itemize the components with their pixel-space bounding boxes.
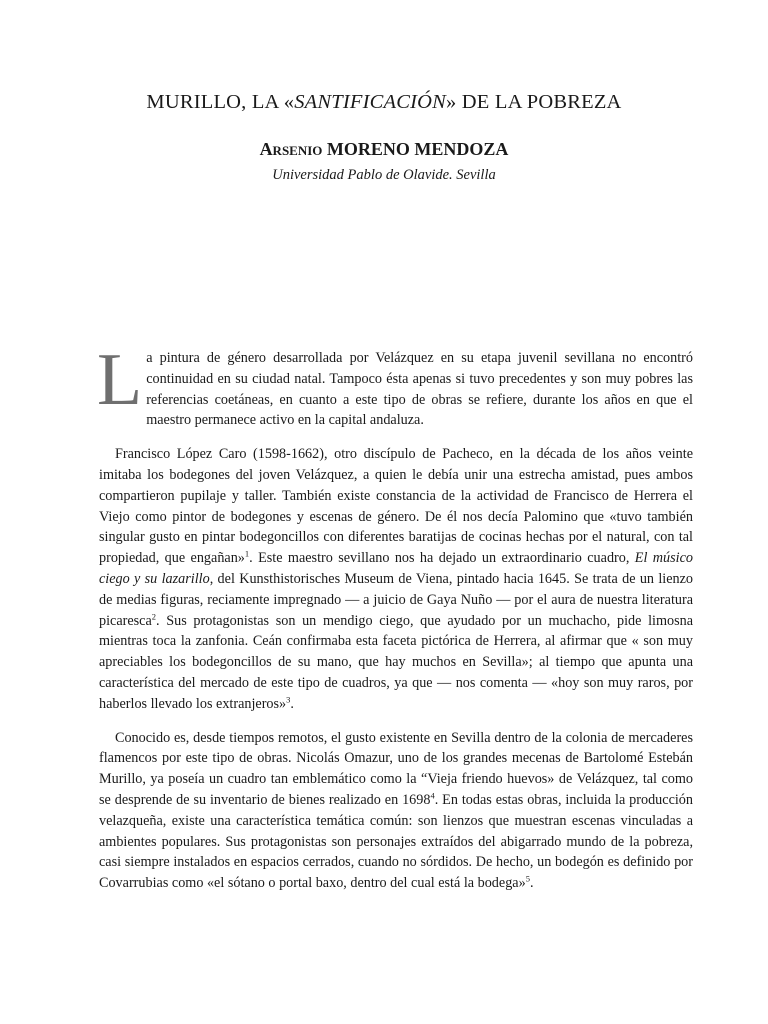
work-title: El músico ciego y su lazarillo [99,550,693,587]
p2-text-d: . Sus protagonistas son un mendigo ciego, que ayudado por un muchacho, pide limosna mientras toca la zanfonia. Ceán confirmaba esta faceta pictórica de Herrera, al afirmar que « son muy apreciables los bodegoncillos de su mano, que hay muchos en Sevilla»; al tiempo que apunta una característica del mercado de este tipo de cuadros, ya que — nos comenta — «hoy son muy raros, por haberlos llevado los extranjeros» [99,612,693,712]
p2-text-b: . Este maestro sevillano nos ha dejado un extraordinario cuadro, [249,550,635,567]
title-prefix: MURILLO, LA « [146,91,295,113]
paragraph-3 [99,728,693,894]
footnote-ref-5[interactable]: 5 [525,873,530,884]
footnote-ref-4[interactable]: 4 [430,790,435,801]
footnote-ref-2[interactable]: 2 [151,610,157,621]
title-emphasis: SANTIFICACIÓN [294,91,447,113]
paragraph-1-text: a pintura de género desarrollada por Velázquez en su etapa juvenil sevillana no encontró continuidad en su ciudad natal. Tampoco ésta apenas si tuvo precedentes y son muy pobres las referencias coetáneas, en cuanto a este tipo de obras se refiere, durante los años en que el maestro permanece activo en la capital andaluza. [146,350,693,429]
author-name [0,139,768,160]
paragraph-1 [97,339,693,431]
drop-cap: L [97,339,143,421]
title-suffix: » DE LA POBREZA [446,91,622,113]
p3-text-b: . En todas estas obras, incluida la producción velazqueña, existe una característica temática común: son lienzos que muestran escenas vinculadas a ambientes populares. Sus protagonistas son personajes extraídos del abigarrado mundo de la pobreza, casi siempre instalados en espacios cerrados, cuando no sórdidos. De hecho, un bodegón es definido por Covarrubias como «el sótano o portal baxo, dentro del cual está la bodega» [99,791,693,892]
p2-text-e: . [290,695,294,712]
article-title [0,91,768,114]
p3-text-c: . [529,875,534,892]
author-affiliation: Universidad Pablo de Olavide. Sevilla [272,167,496,183]
p2-text-c: , del Kunsthistorisches Museum de Viena, pintado hacia 1645. Se trata de un lienzo de medias figuras, reciamente impregnado — a juicio de Gaya Nuño — por el aura de nuestra literatura picaresca [99,570,693,629]
footnote-ref-1[interactable]: 1 [244,548,250,559]
p3-text-a: Conocido es, desde tiempos remotos, el gusto existente en Sevilla dentro de la colonia de mercaderes flamencos por este tipo de obras. Nicolás Omazur, uno de los grandes mecenas de Bartolomé Estebán Murillo, ya poseía un cuadro tan emblemático como la “Vieja friendo huevos» de Velázquez, tal como se desprende de su inventario de bienes realizado en 1698 [99,729,693,808]
paragraph-2 [99,444,693,714]
p2-text-a: Francisco López Caro (1598-1662), otro discípulo de Pacheco, en la década de los años veinte imitaba los bodegones del joven Velázquez, a quien le debía unir una estrecha amistad, pues ambos compartieron pupilaje y taller. También existe constancia de la actividad de Francisco de Herrera el Viejo como pintor de bodegones y escenas de género. De él nos decía Palomino que «tuvo también singular gusto en pintar bodegoncillos con diferentes baratijas de cocinas hechas por el natural, con tal propiedad, que engañan» [99,446,693,567]
author-first-name: Arsenio [259,139,323,159]
footnote-ref-3[interactable]: 3 [286,694,291,705]
author-last-name: MORENO MENDOZA [326,139,509,159]
article-body [97,339,693,907]
